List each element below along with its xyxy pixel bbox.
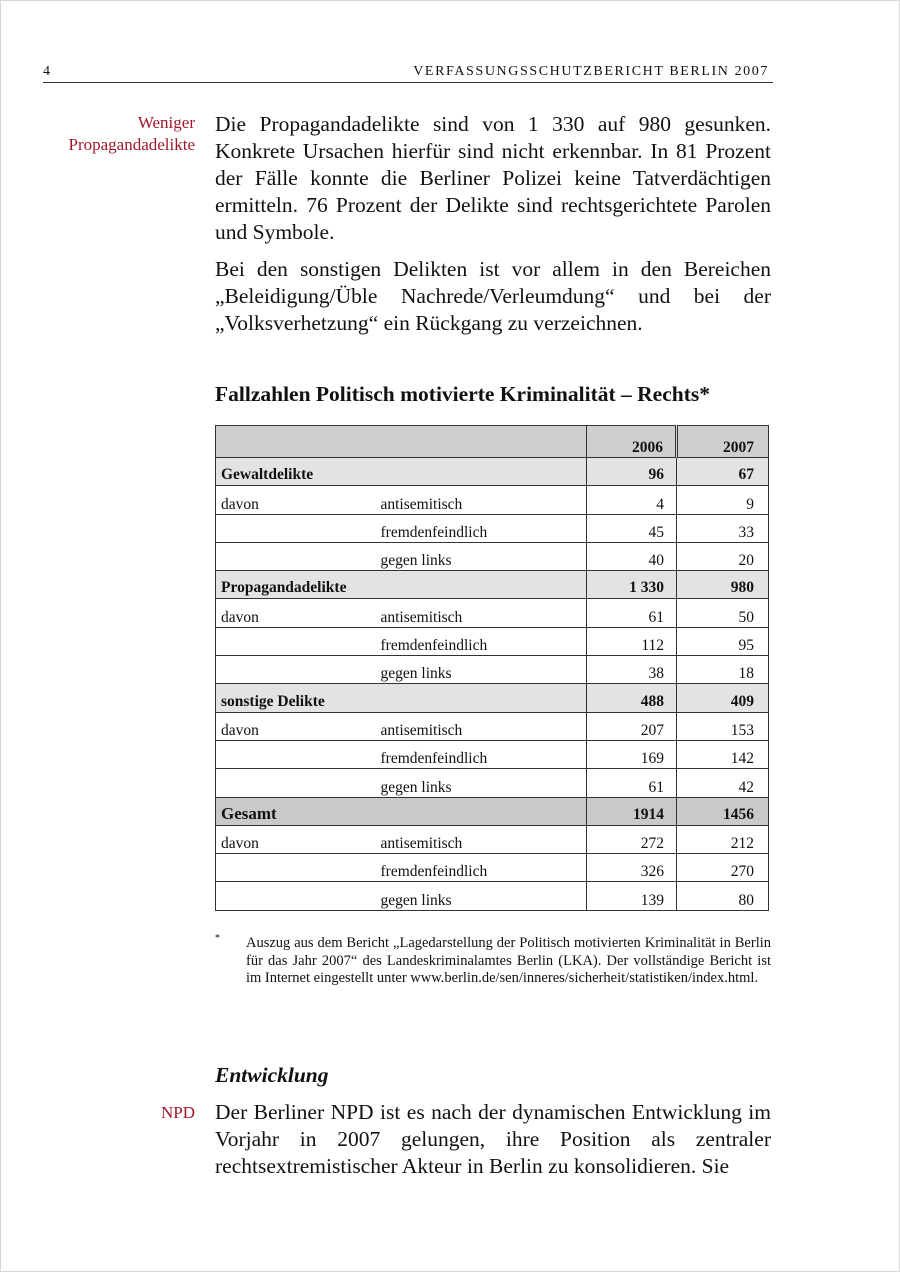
value-2007: 20 bbox=[677, 542, 769, 570]
row-prefix bbox=[216, 854, 376, 882]
value-2006: 207 bbox=[587, 712, 677, 740]
value-2006: 4 bbox=[587, 486, 677, 514]
row-label: gegen links bbox=[376, 542, 587, 570]
table-row bbox=[216, 882, 769, 910]
value-2007: 153 bbox=[677, 712, 769, 740]
value-2007: 212 bbox=[677, 825, 769, 853]
header-empty-cell bbox=[376, 426, 587, 458]
value-2007: 1456 bbox=[677, 797, 769, 825]
value-2007: 9 bbox=[677, 486, 769, 514]
sidenote-line: NPD bbox=[160, 1103, 195, 1122]
table-row bbox=[216, 486, 769, 514]
paragraph-other-offences: Bei den sonstigen Delikten ist vor allem in den Bereichen „Beleidigung/Üble Nachrede/Verleumdung“ und bei der „Volksverhetzung“ ein Rückgang zu verzeichnen. bbox=[215, 257, 771, 335]
value-2006: 61 bbox=[587, 769, 677, 797]
row-prefix bbox=[216, 740, 376, 768]
row-label: antisemitisch bbox=[376, 712, 587, 740]
category-label: sonstige Delikte bbox=[216, 684, 587, 712]
value-2006: 488 bbox=[587, 684, 677, 712]
value-2006: 112 bbox=[587, 627, 677, 655]
page-header bbox=[43, 64, 773, 83]
row-label: fremdenfeindlich bbox=[376, 740, 587, 768]
value-2007: 80 bbox=[677, 882, 769, 910]
row-label: antisemitisch bbox=[376, 825, 587, 853]
value-2007: 980 bbox=[677, 571, 769, 599]
value-2006: 272 bbox=[587, 825, 677, 853]
row-prefix bbox=[216, 514, 376, 542]
value-2006: 96 bbox=[587, 458, 677, 486]
header-empty-cell bbox=[216, 426, 376, 458]
row-prefix bbox=[216, 542, 376, 570]
table-row bbox=[216, 542, 769, 570]
value-2007: 18 bbox=[677, 656, 769, 684]
row-prefix: davon bbox=[216, 599, 376, 627]
sidenote-npd bbox=[161, 1102, 195, 1124]
value-2007: 270 bbox=[677, 854, 769, 882]
table-row bbox=[216, 712, 769, 740]
table-row bbox=[216, 825, 769, 853]
table-total-row bbox=[216, 797, 769, 825]
value-2007: 50 bbox=[677, 599, 769, 627]
category-label: Gesamt bbox=[216, 797, 587, 825]
row-label: gegen links bbox=[376, 769, 587, 797]
value-2006: 38 bbox=[587, 656, 677, 684]
row-prefix: davon bbox=[216, 486, 376, 514]
value-2007: 95 bbox=[677, 627, 769, 655]
value-2007: 67 bbox=[677, 458, 769, 486]
table-row bbox=[216, 656, 769, 684]
value-2006: 45 bbox=[587, 514, 677, 542]
row-label: gegen links bbox=[376, 656, 587, 684]
table-row bbox=[216, 599, 769, 627]
table-category-row bbox=[216, 458, 769, 486]
sidenote-propaganda bbox=[68, 112, 195, 156]
value-2007: 142 bbox=[677, 740, 769, 768]
value-2006: 1 330 bbox=[587, 571, 677, 599]
row-label: fremdenfeindlich bbox=[376, 514, 587, 542]
footnote-text: Auszug aus dem Bericht „Lagedarstellung der Politisch motivierten Kriminalität in Berlin für das Jahr 2007“ des Landeskriminalamtes Berlin (LKA). Der vollständige Bericht ist im Internet eingestellt unter www.berlin.de/sen/inneres/sicherheit/statistiken/index.html. bbox=[246, 935, 771, 987]
table-title: Fallzahlen Politisch motivierte Kriminalität – Rechts* bbox=[215, 382, 711, 406]
value-2007: 33 bbox=[677, 514, 769, 542]
table-category-row bbox=[216, 684, 769, 712]
header-year-2006: 2006 bbox=[587, 426, 677, 458]
row-prefix bbox=[216, 769, 376, 797]
row-prefix bbox=[216, 627, 376, 655]
category-label: Propagandadelikte bbox=[216, 571, 587, 599]
paragraph-propaganda-decline: Die Propagandadelikte sind von 1 330 auf 980 gesunken. Konkrete Ursachen hierfür sind nicht erkennbar. In 81 Prozent der Fälle konnte die Berliner Polizei keine Tatverdächtigen ermitteln. 76 Prozent der Delikte sind rechtsgerichtete Parolen und Symbole. bbox=[215, 112, 771, 244]
table-row bbox=[216, 769, 769, 797]
paragraph-npd: Der Berliner NPD ist es nach der dynamischen Entwicklung im Vorjahr in 2007 gelungen, ihre Position als zentraler rechtsextremistischer Akteur in Berlin zu konsolidieren. Sie bbox=[215, 1100, 771, 1178]
table-row bbox=[216, 740, 769, 768]
row-label: fremdenfeindlich bbox=[376, 627, 587, 655]
row-label: gegen links bbox=[376, 882, 587, 910]
section-heading: Entwicklung bbox=[215, 1063, 329, 1087]
row-prefix: davon bbox=[216, 712, 376, 740]
crime-statistics-table bbox=[215, 425, 769, 911]
row-label: antisemitisch bbox=[376, 486, 587, 514]
row-prefix bbox=[216, 882, 376, 910]
running-title: VERFASSUNGSSCHUTZBERICHT BERLIN 2007 bbox=[413, 64, 769, 79]
value-2006: 326 bbox=[587, 854, 677, 882]
footnote-mark: * bbox=[215, 933, 220, 944]
table-category-row bbox=[216, 571, 769, 599]
category-label: Gewaltdelikte bbox=[216, 458, 587, 486]
value-2006: 1914 bbox=[587, 797, 677, 825]
value-2006: 61 bbox=[587, 599, 677, 627]
table-header-row bbox=[216, 426, 769, 458]
page-number: 4 bbox=[43, 64, 50, 79]
sidenote-line: Weniger bbox=[137, 113, 195, 132]
value-2006: 169 bbox=[587, 740, 677, 768]
value-2007: 409 bbox=[677, 684, 769, 712]
table-row bbox=[216, 854, 769, 882]
header-year-2007: 2007 bbox=[677, 426, 769, 458]
value-2006: 40 bbox=[587, 542, 677, 570]
value-2006: 139 bbox=[587, 882, 677, 910]
row-label: antisemitisch bbox=[376, 599, 587, 627]
value-2007: 42 bbox=[677, 769, 769, 797]
table-row bbox=[216, 514, 769, 542]
row-prefix: davon bbox=[216, 825, 376, 853]
table-row bbox=[216, 627, 769, 655]
row-label: fremdenfeindlich bbox=[376, 854, 587, 882]
sidenote-line: Propagandadelikte bbox=[68, 135, 195, 154]
row-prefix bbox=[216, 656, 376, 684]
